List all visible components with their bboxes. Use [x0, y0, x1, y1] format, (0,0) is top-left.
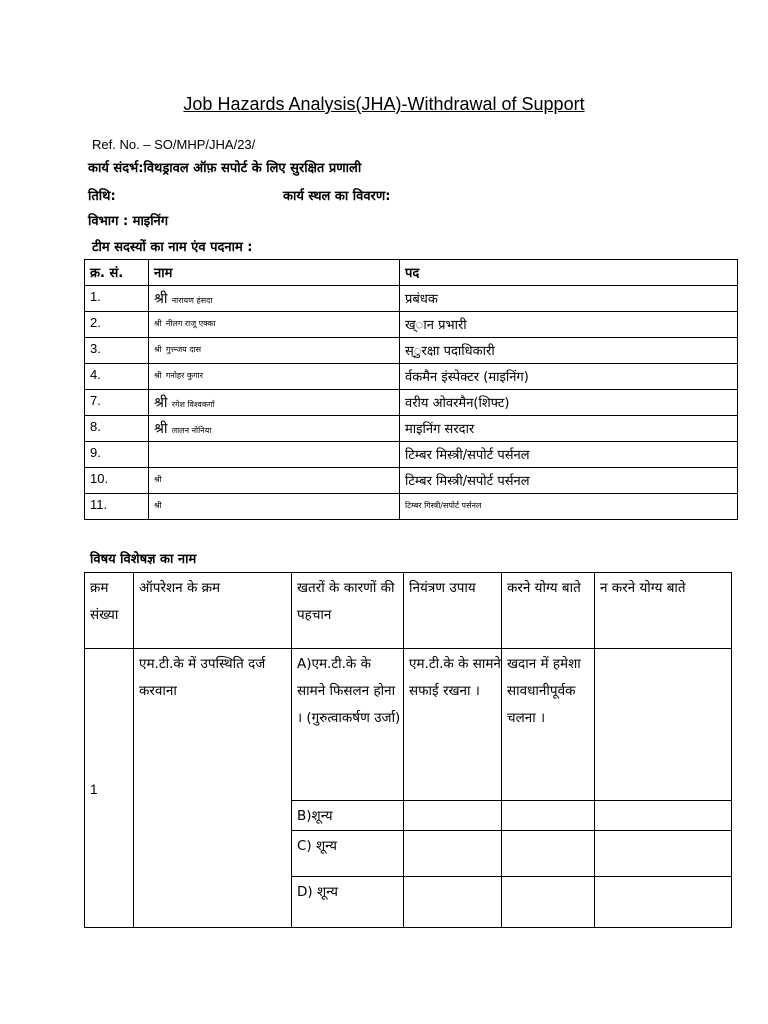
post-cell	[400, 494, 738, 520]
serial-cell: 4.	[85, 364, 149, 390]
member-name: गनोहर कुगार	[165, 371, 203, 380]
date-label: तिथि:	[88, 189, 116, 204]
table-row	[85, 286, 738, 312]
expert-heading: विषय विशेषज्ञ का नाम	[90, 552, 197, 567]
header-dos: करने योग्य बाते	[502, 573, 595, 649]
ops-table-header	[85, 573, 732, 649]
header-name: नाम	[149, 260, 400, 286]
name-cell	[149, 286, 400, 312]
hazard-cell: C) शून्य	[292, 831, 404, 877]
empty-cell	[404, 801, 502, 831]
serial-cell: 10.	[85, 468, 149, 494]
prefix: श्री	[154, 475, 162, 484]
serial-cell: 7.	[85, 390, 149, 416]
member-name: लालन नोनिया	[171, 426, 212, 435]
post-cell: स्ुरक्षा पदाधिकारी	[400, 338, 738, 364]
serial-cell: 3.	[85, 338, 149, 364]
name-cell	[149, 468, 400, 494]
empty-cell	[595, 877, 732, 928]
member-name: नारायण हंसदा	[171, 296, 213, 305]
header-post: पद	[400, 260, 738, 286]
serial-cell: 9.	[85, 442, 149, 468]
name-cell	[149, 364, 400, 390]
name-cell	[149, 494, 400, 520]
empty-cell	[595, 831, 732, 877]
control-cell: एम.टी.के के सामने सफाई रखना ।	[404, 649, 502, 801]
prefix: श्री	[154, 395, 168, 411]
work-context: कार्य संदर्भ:विथड्रावल ऑफ़ सपोर्ट के लिए सुरक्षित प्रणाली	[88, 161, 362, 176]
post-text: टिम्बर गिस्त्री/सपोर्ट पर्सनल	[405, 501, 482, 510]
post-cell: टिम्बर मिस्त्री/सपोर्ट पर्सनल	[400, 442, 738, 468]
member-name: गुत्त्न्जय दास	[165, 345, 202, 354]
empty-cell	[502, 831, 595, 877]
table-row	[85, 312, 738, 338]
document-title: Job Hazards Analysis(JHA)-Withdrawal of Support	[183, 94, 585, 114]
header-hazards: खतरों के कारणों की पहचान	[292, 573, 404, 649]
empty-cell	[502, 877, 595, 928]
post-cell: र्वकमैन इंस्पेक्टर (माइनिंग)	[400, 364, 738, 390]
serial-cell: 11.	[85, 494, 149, 520]
team-members-table	[84, 259, 738, 520]
operations-table	[84, 572, 732, 928]
operation-cell: एम.टी.के में उपस्थिति दर्ज करवाना	[134, 649, 292, 928]
empty-cell	[595, 801, 732, 831]
header-control: नियंत्रण उपाय	[404, 573, 502, 649]
dos-cell: खदान में हमेशा सावधानीपूर्वक चलना ।	[502, 649, 595, 801]
prefix: श्री	[154, 291, 168, 307]
table-row	[85, 442, 738, 468]
serial-cell: 1.	[85, 286, 149, 312]
hazard-cell: A)एम.टी.के के सामने फिसलन होना । (गुरुत्वाकर्षण उर्जा)	[292, 649, 404, 801]
post-cell: वरीय ओवरमैन(शिफ्ट)	[400, 390, 738, 416]
empty-cell	[404, 877, 502, 928]
team-table-header	[85, 260, 738, 286]
table-row	[85, 364, 738, 390]
prefix: श्री	[154, 345, 162, 354]
post-cell: टिम्बर मिस्त्री/सपोर्ट पर्सनल	[400, 468, 738, 494]
department: विभाग : माइनिंग	[88, 214, 169, 229]
sequence-number-cell: 1	[85, 649, 134, 928]
reference-number: Ref. No. – SO/MHP/JHA/23/	[92, 137, 256, 152]
table-row	[85, 494, 738, 520]
member-name: नीलग राजू एक्का	[165, 319, 216, 328]
empty-cell	[404, 831, 502, 877]
table-row	[85, 390, 738, 416]
name-cell	[149, 338, 400, 364]
prefix: श्री	[154, 501, 162, 510]
serial-cell: 2.	[85, 312, 149, 338]
worksite-label: कार्य स्थल का विवरण:	[283, 189, 391, 204]
prefix: श्री	[154, 421, 168, 437]
post-cell: माइनिंग सरदार	[400, 416, 738, 442]
table-row	[85, 649, 732, 801]
post-cell: प्रबंधक	[400, 286, 738, 312]
prefix: श्री	[154, 371, 162, 380]
table-row	[85, 468, 738, 494]
table-row	[85, 338, 738, 364]
name-cell	[149, 442, 400, 468]
team-heading: टीम सदस्यों का नाम एंव पदनाम :	[92, 240, 253, 255]
header-serial: क्र. सं.	[85, 260, 149, 286]
serial-cell: 8.	[85, 416, 149, 442]
header-operation: ऑपरेशन के क्रम	[134, 573, 292, 649]
member-name: रगेश विश्वकर्गा	[171, 400, 215, 409]
name-cell	[149, 312, 400, 338]
header-sequence-number: क्रम संख्या	[85, 573, 134, 649]
prefix: श्री	[154, 319, 162, 328]
name-cell	[149, 390, 400, 416]
table-row	[85, 416, 738, 442]
name-cell	[149, 416, 400, 442]
empty-cell	[502, 801, 595, 831]
hazard-cell: B)शून्य	[292, 801, 404, 831]
post-cell: ख्ान प्रभारी	[400, 312, 738, 338]
donts-cell	[595, 649, 732, 801]
header-donts: न करने योग्य बाते	[595, 573, 732, 649]
hazard-cell: D) शून्य	[292, 877, 404, 928]
